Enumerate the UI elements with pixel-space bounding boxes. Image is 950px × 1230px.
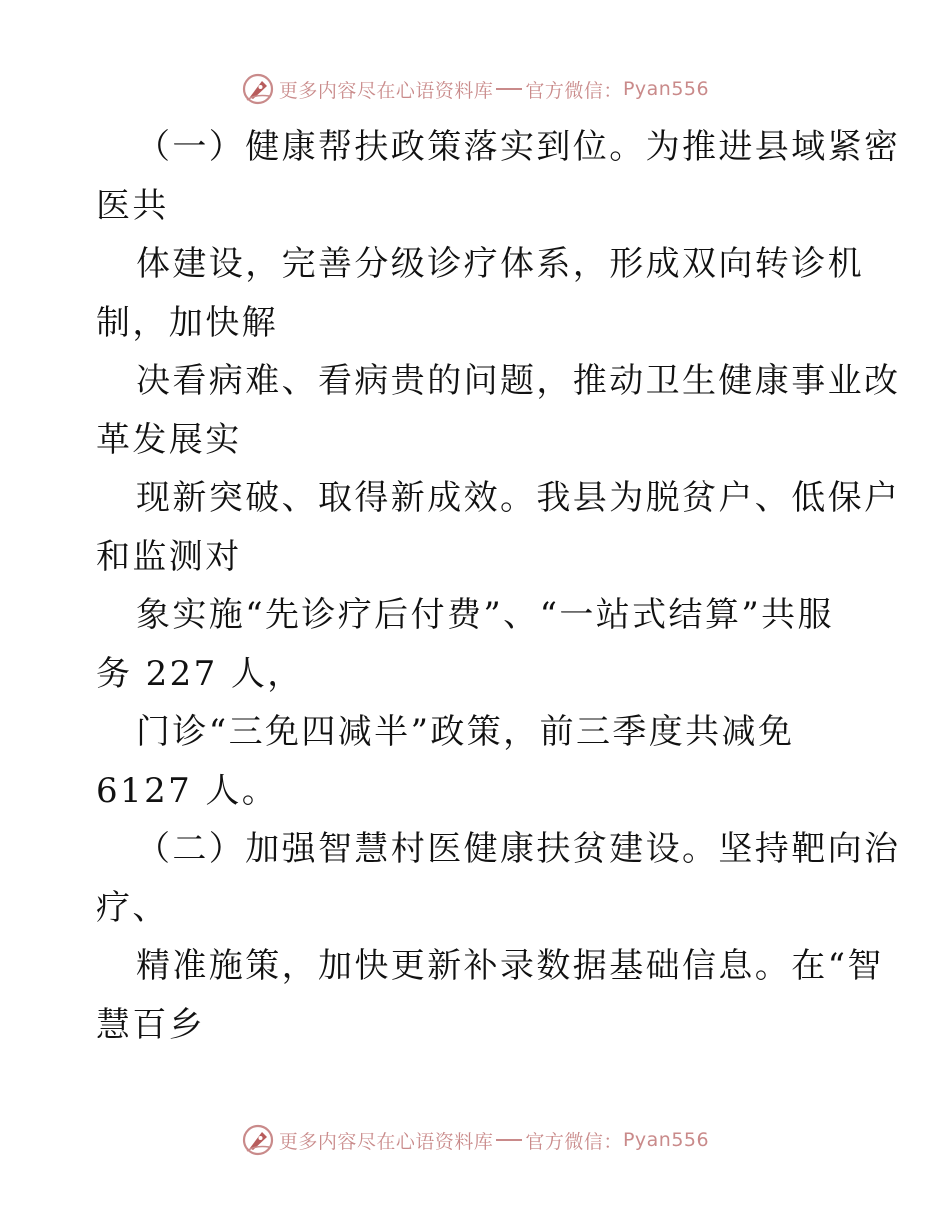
header-watermark: [0, 72, 950, 106]
watermark-dash: [496, 1139, 522, 1141]
text-line: 慧百乡: [96, 1004, 206, 1045]
text-line: 门诊“三免四减半”政策，前三季度共减免: [136, 712, 795, 752]
text-line: （一）健康帮扶政策落实到位。为推进县域紧密: [136, 127, 901, 167]
text-line: 6127 人。: [96, 770, 279, 811]
pen-nib-logo-icon: [241, 72, 275, 106]
text-line: 象实施“先诊疗后付费”、“一站式结算”共服: [136, 595, 834, 635]
watermark-account: Pyan556: [622, 1129, 710, 1151]
text-line: 疗、: [96, 887, 169, 928]
text-line: 体建设，完善分级诊疗体系，形成双向转诊机: [136, 244, 864, 284]
watermark-text: 更多内容尽在心语资料库: [278, 1130, 494, 1153]
body-text: [96, 118, 901, 1054]
watermark-text: 更多内容尽在心语资料库: [278, 79, 494, 102]
text-line: 精准施策，加快更新补录数据基础信息。在“智: [136, 946, 884, 986]
text-line: 务 227 人，: [96, 653, 304, 694]
text-line: 制，加快解: [96, 302, 278, 343]
watermark-dash: [496, 88, 522, 90]
text-line: 和监测对: [96, 536, 242, 577]
watermark-suffix: 官方微信：: [525, 79, 623, 102]
text-line: （二）加强智慧村医健康扶贫建设。坚持靶向治: [136, 829, 901, 869]
watermark-account: Pyan556: [622, 78, 710, 100]
watermark-suffix: 官方微信：: [525, 1130, 623, 1153]
text-line: 医共: [96, 185, 169, 226]
footer-watermark: [0, 1123, 950, 1157]
pen-nib-logo-icon: [241, 1123, 275, 1157]
text-line: 革发展实: [96, 419, 242, 460]
text-line: 决看病难、看病贵的问题，推动卫生健康事业改: [136, 361, 901, 401]
text-line: 现新突破、取得新成效。我县为脱贫户、低保户: [136, 478, 901, 518]
